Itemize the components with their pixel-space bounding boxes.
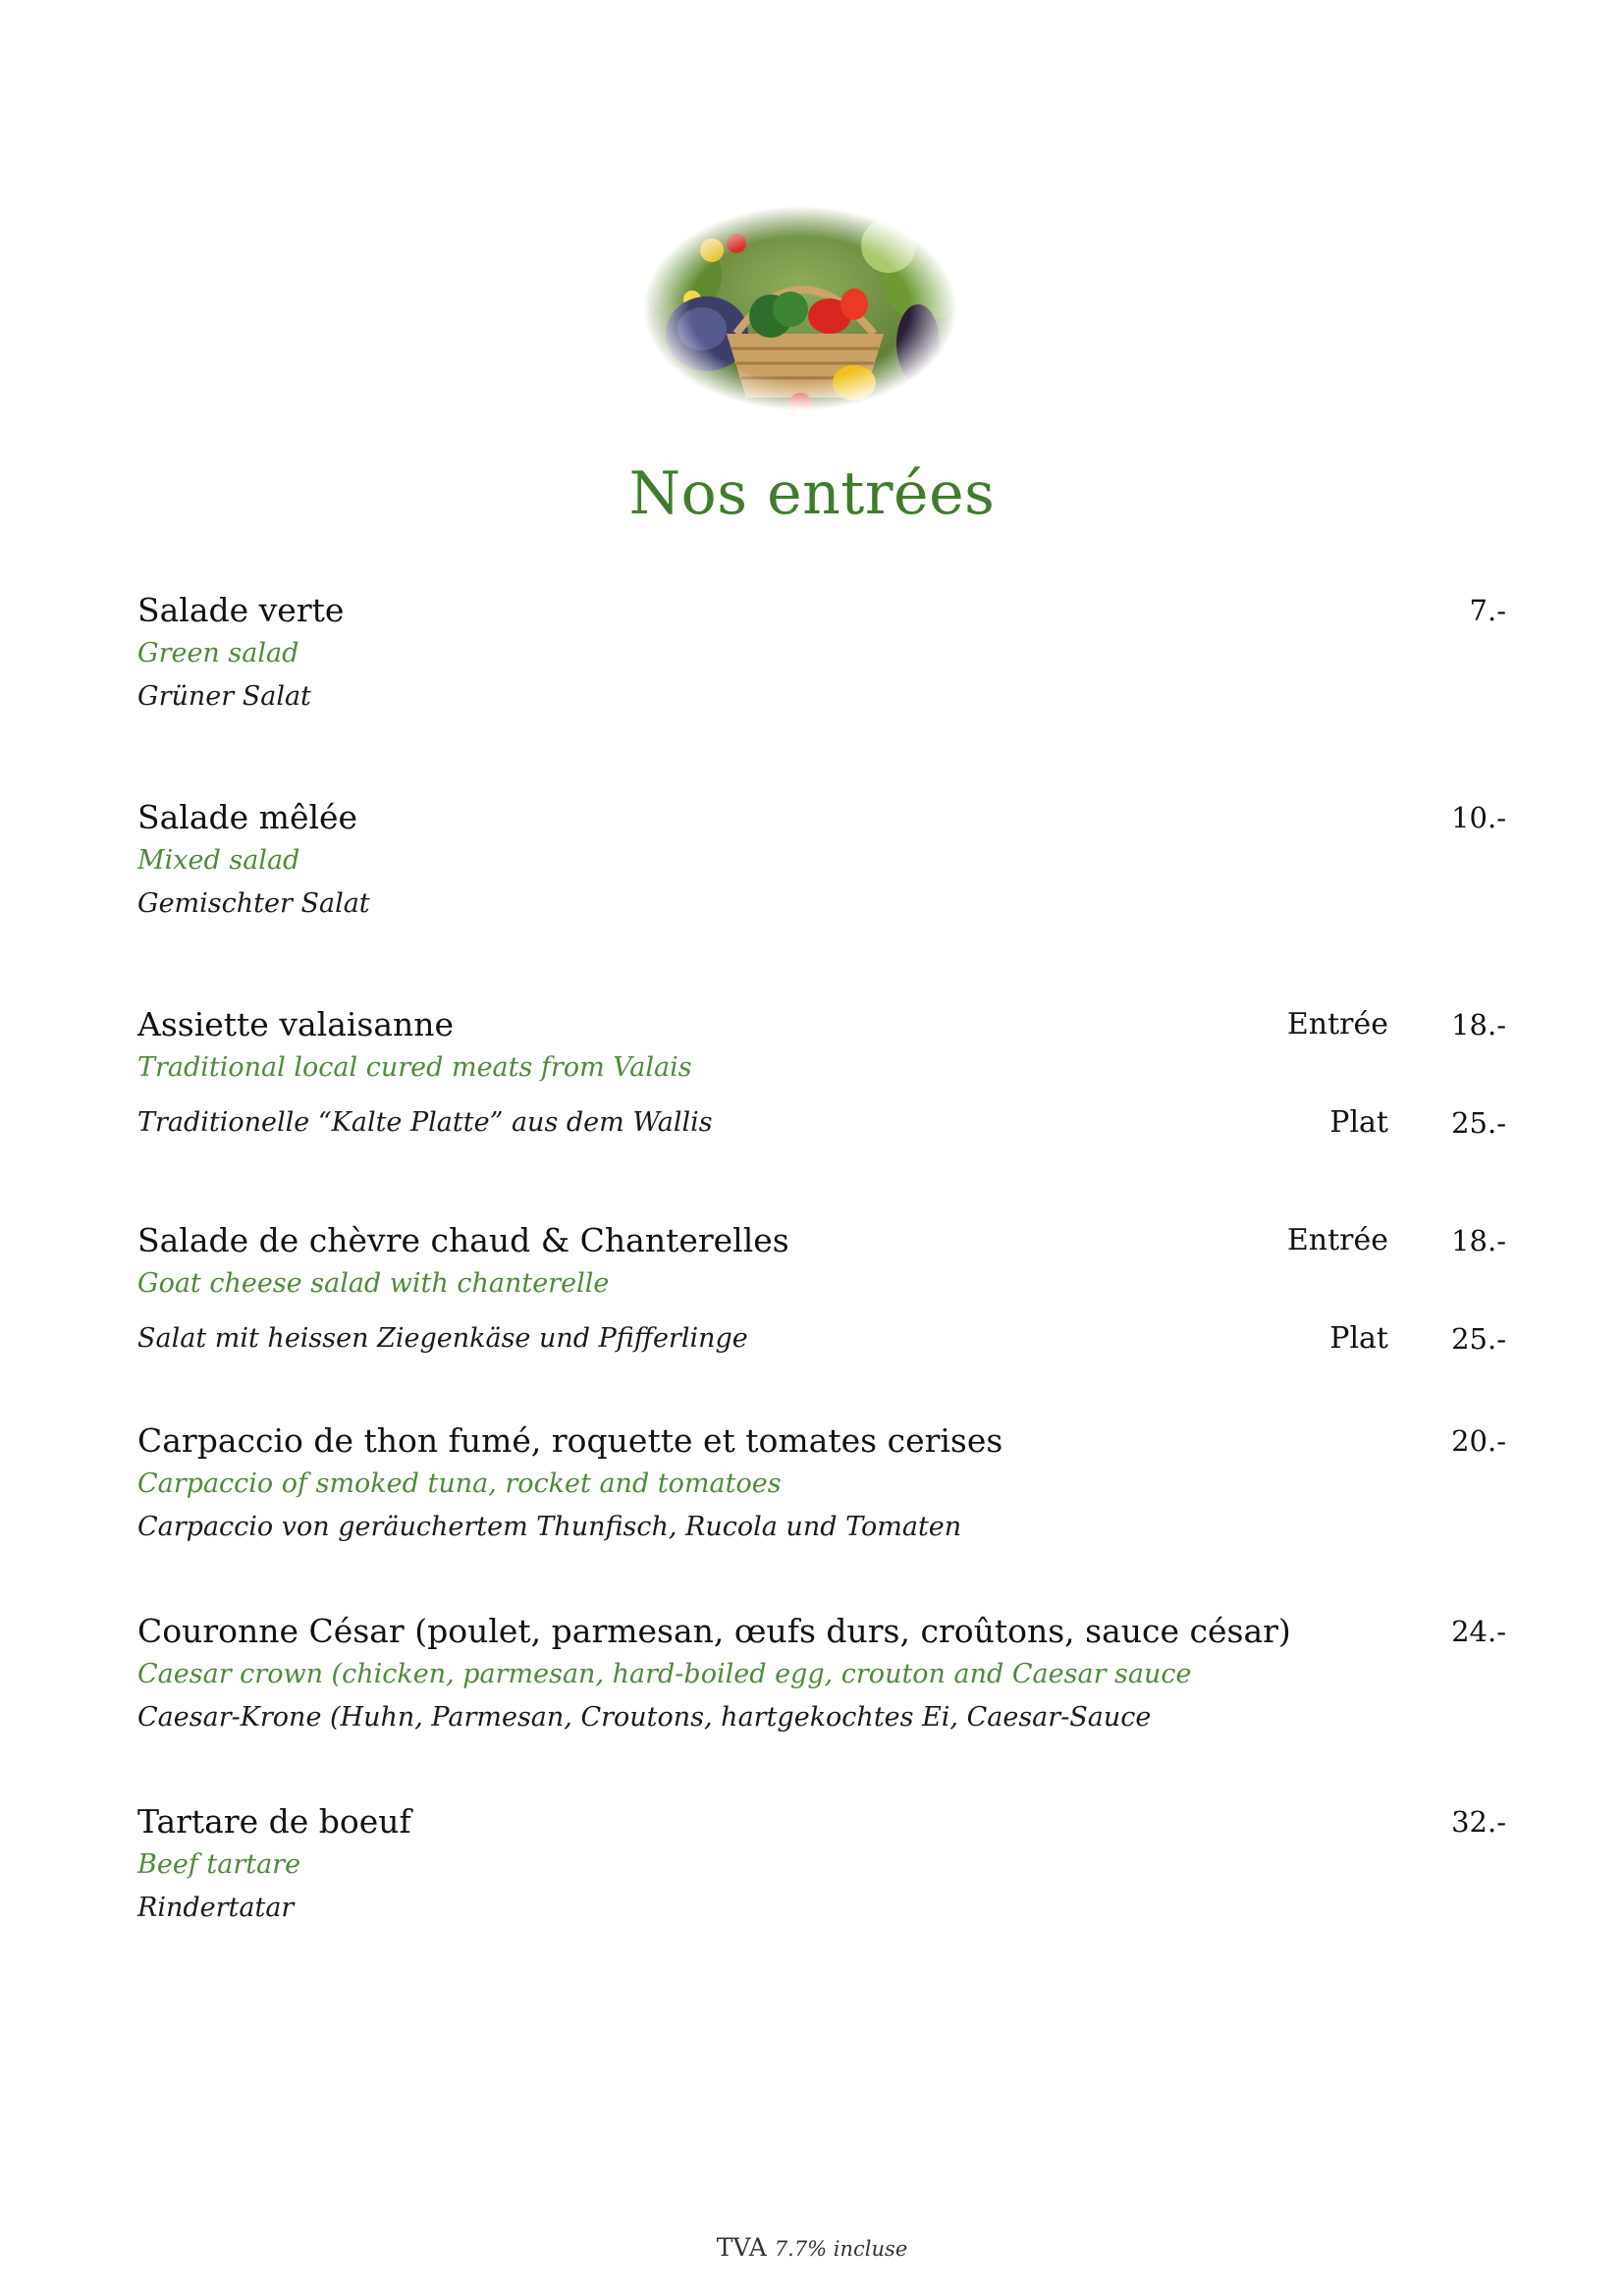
dish-english: Goat cheese salad with chanterelle (137, 1268, 610, 1299)
dish-name: Tartare de boeuf (137, 1802, 411, 1841)
menu-item (137, 1417, 1506, 1542)
dish-price: 25.- (1451, 1106, 1506, 1140)
dish-name-detail: (poulet, parmesan, œufs durs, croûtons, sauce césar) (414, 1612, 1291, 1650)
dish-english: Traditional local cured meats from Valais (137, 1052, 692, 1083)
dish-price: 10.- (1451, 801, 1506, 834)
dish-price: 24.- (1451, 1615, 1506, 1648)
dish-german: Caesar-Krone (Huhn, Parmesan, Croutons, hartgekochtes Ei, Caesar-Sauce (137, 1702, 1152, 1733)
dish-name: Salade verte (137, 591, 345, 629)
dish-name: Carpaccio de thon fumé, roquette et tomates cerises (137, 1421, 1003, 1460)
vat-label: TVA (716, 2233, 767, 2262)
dish-price: 32.- (1451, 1805, 1506, 1839)
dish-german: Gemischter Salat (137, 888, 370, 919)
menu-item (137, 1798, 1506, 1923)
portion-label: Plat (1329, 1105, 1388, 1140)
menu-item (137, 1608, 1506, 1733)
portion-label: Entrée (1286, 1223, 1388, 1257)
dish-german: Carpaccio von geräuchertem Thunfisch, Rucola und Tomaten (137, 1512, 962, 1542)
dish-name: Assiette valaisanne (137, 1005, 455, 1043)
page-title: Nos entrées (628, 459, 996, 528)
dish-english: Mixed salad (137, 845, 300, 876)
dish-price: 25.- (1451, 1322, 1506, 1356)
dish-english: Beef tartare (137, 1849, 301, 1880)
dish-name: Couronne César (137, 1612, 405, 1650)
dish-german: Grüner Salat (137, 681, 311, 712)
vat-footer (0, 2233, 1624, 2262)
menu-item (137, 794, 1506, 919)
dish-price: 20.- (1451, 1424, 1506, 1458)
portion-label: Plat (1329, 1321, 1388, 1356)
dish-name-line (137, 1608, 1291, 1655)
menu-item (137, 587, 1506, 712)
dish-english: Caesar crown (chicken, parmesan, hard-boiled egg, crouton and Caesar sauce (137, 1659, 1192, 1689)
dish-german: Traditionelle “Kalte Platte” aus dem Wallis (137, 1107, 713, 1138)
dish-english: Green salad (137, 638, 299, 668)
dish-english: Carpaccio of smoked tuna, rocket and tomatoes (137, 1468, 782, 1499)
dish-german: Salat mit heissen Ziegenkäse und Pfifferlinge (137, 1323, 748, 1354)
menu-item (137, 1217, 1506, 1364)
menu-item (137, 1001, 1506, 1148)
dish-german: Rindertatar (137, 1893, 295, 1923)
dish-price: 18.- (1451, 1008, 1506, 1041)
dish-price: 7.- (1469, 594, 1506, 627)
dish-name: Salade mêlée (137, 798, 358, 836)
dish-name: Salade de chèvre chaud & Chanterelles (137, 1221, 789, 1259)
dish-price: 18.- (1451, 1224, 1506, 1257)
vat-rate: 7.7% incluse (774, 2237, 908, 2261)
portion-label: Entrée (1286, 1007, 1388, 1041)
